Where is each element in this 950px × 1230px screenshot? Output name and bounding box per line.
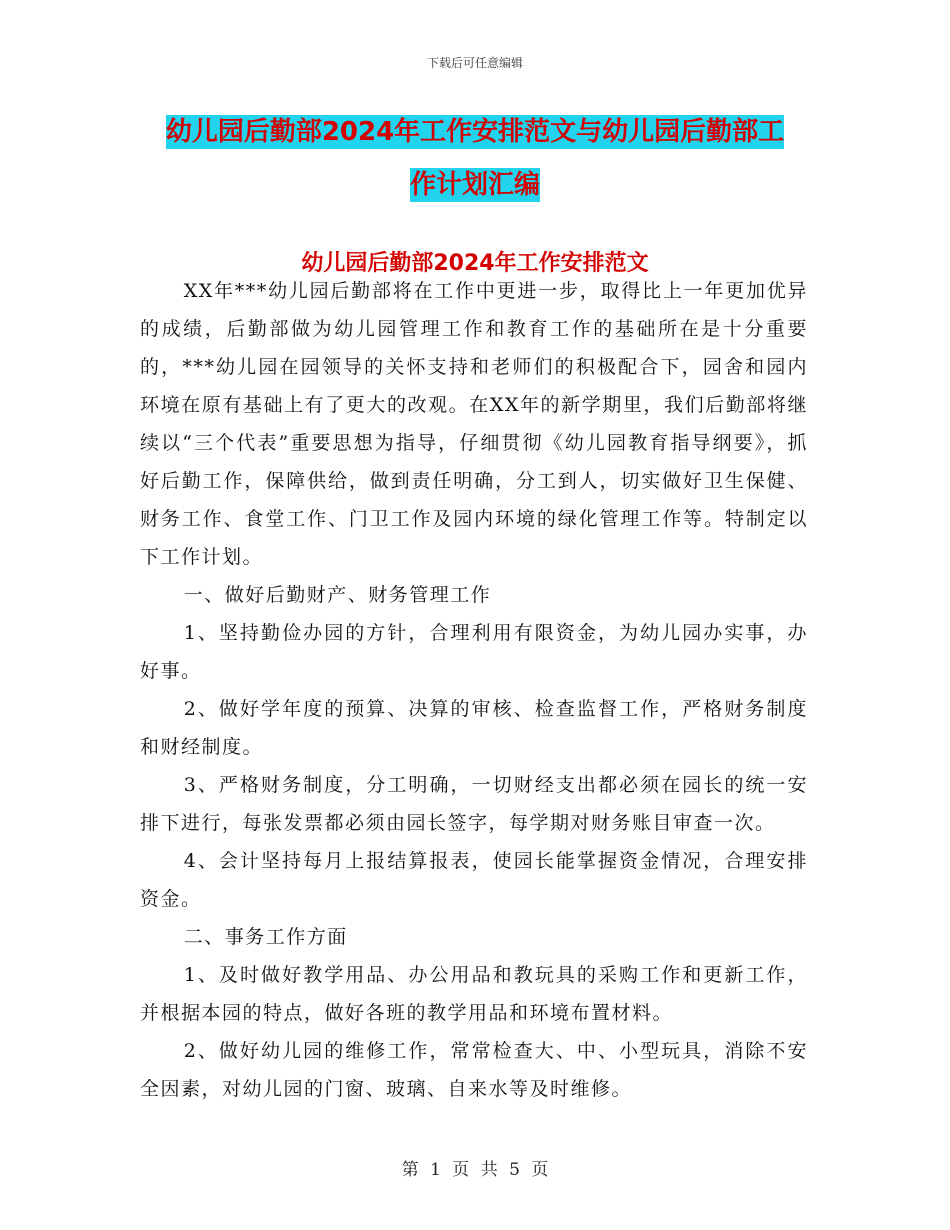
affairs-item-2: 2、做好幼儿园的维修工作，常常检查大、中、小型玩具，消除不安全因素，对幼儿园的门窗、玻璃、自来水等及时维修。 [140, 1040, 808, 1100]
header-note: 下载后可任意编辑 [426, 56, 523, 70]
page-footer: 第 1 页 共 5 页 [401, 1160, 549, 1180]
heading-finance: 一、做好后勤财产、财务管理工作 [183, 584, 492, 606]
document-title-line-1: 幼儿园后勤部2024年工作安排范文与幼儿园后勤部工 [165, 117, 785, 147]
section-title: 幼儿园后勤部2024年工作安排范文 [301, 251, 649, 276]
document-body [140, 272, 808, 1108]
finance-item-1: 1、坚持勤俭办园的方针，合理利用有限资金，为幼儿园办实事，办好事。 [140, 622, 808, 682]
finance-item-3: 3、严格财务制度，分工明确，一切财经支出都必须在园长的统一安排下进行，每张发票都必须由园长签字，每学期对财务账目审查一次。 [140, 774, 808, 834]
affairs-item-1: 1、及时做好教学用品、办公用品和教玩具的采购工作和更新工作，并根据本园的特点，做好各班的教学用品和环境布置材料。 [140, 964, 808, 1024]
finance-item-2: 2、做好学年度的预算、决算的审核、检查监督工作，严格财务制度和财经制度。 [140, 698, 808, 758]
finance-item-4: 4、会计坚持每月上报结算报表，使园长能掌握资金情况，合理安排资金。 [140, 850, 808, 910]
heading-affairs: 二、事务工作方面 [183, 926, 348, 948]
intro-paragraph: XX年***幼儿园后勤部将在工作中更进一步，取得比上一年更加优异的成绩，后勤部做为幼儿园管理工作和教育工作的基础所在是十分重要的，***幼儿园在园领导的关怀支持和老师们的积极配合下，园舍和园内环境在原有基础上有了更大的改观。在XX年的新学期里，我们后勤部将继续以“三个代表”重要思想为指导，仔细贯彻《幼儿园教育指导纲要》，抓好后勤工作，保障供给，做到责任明确，分工到人，切实做好卫生保健、财务工作、食堂工作、门卫工作及园内环境的绿化管理工作等。特制定以下工作计划。 [140, 280, 808, 568]
document-title [140, 106, 810, 212]
document-title-line-2: 作计划汇编 [409, 170, 540, 200]
